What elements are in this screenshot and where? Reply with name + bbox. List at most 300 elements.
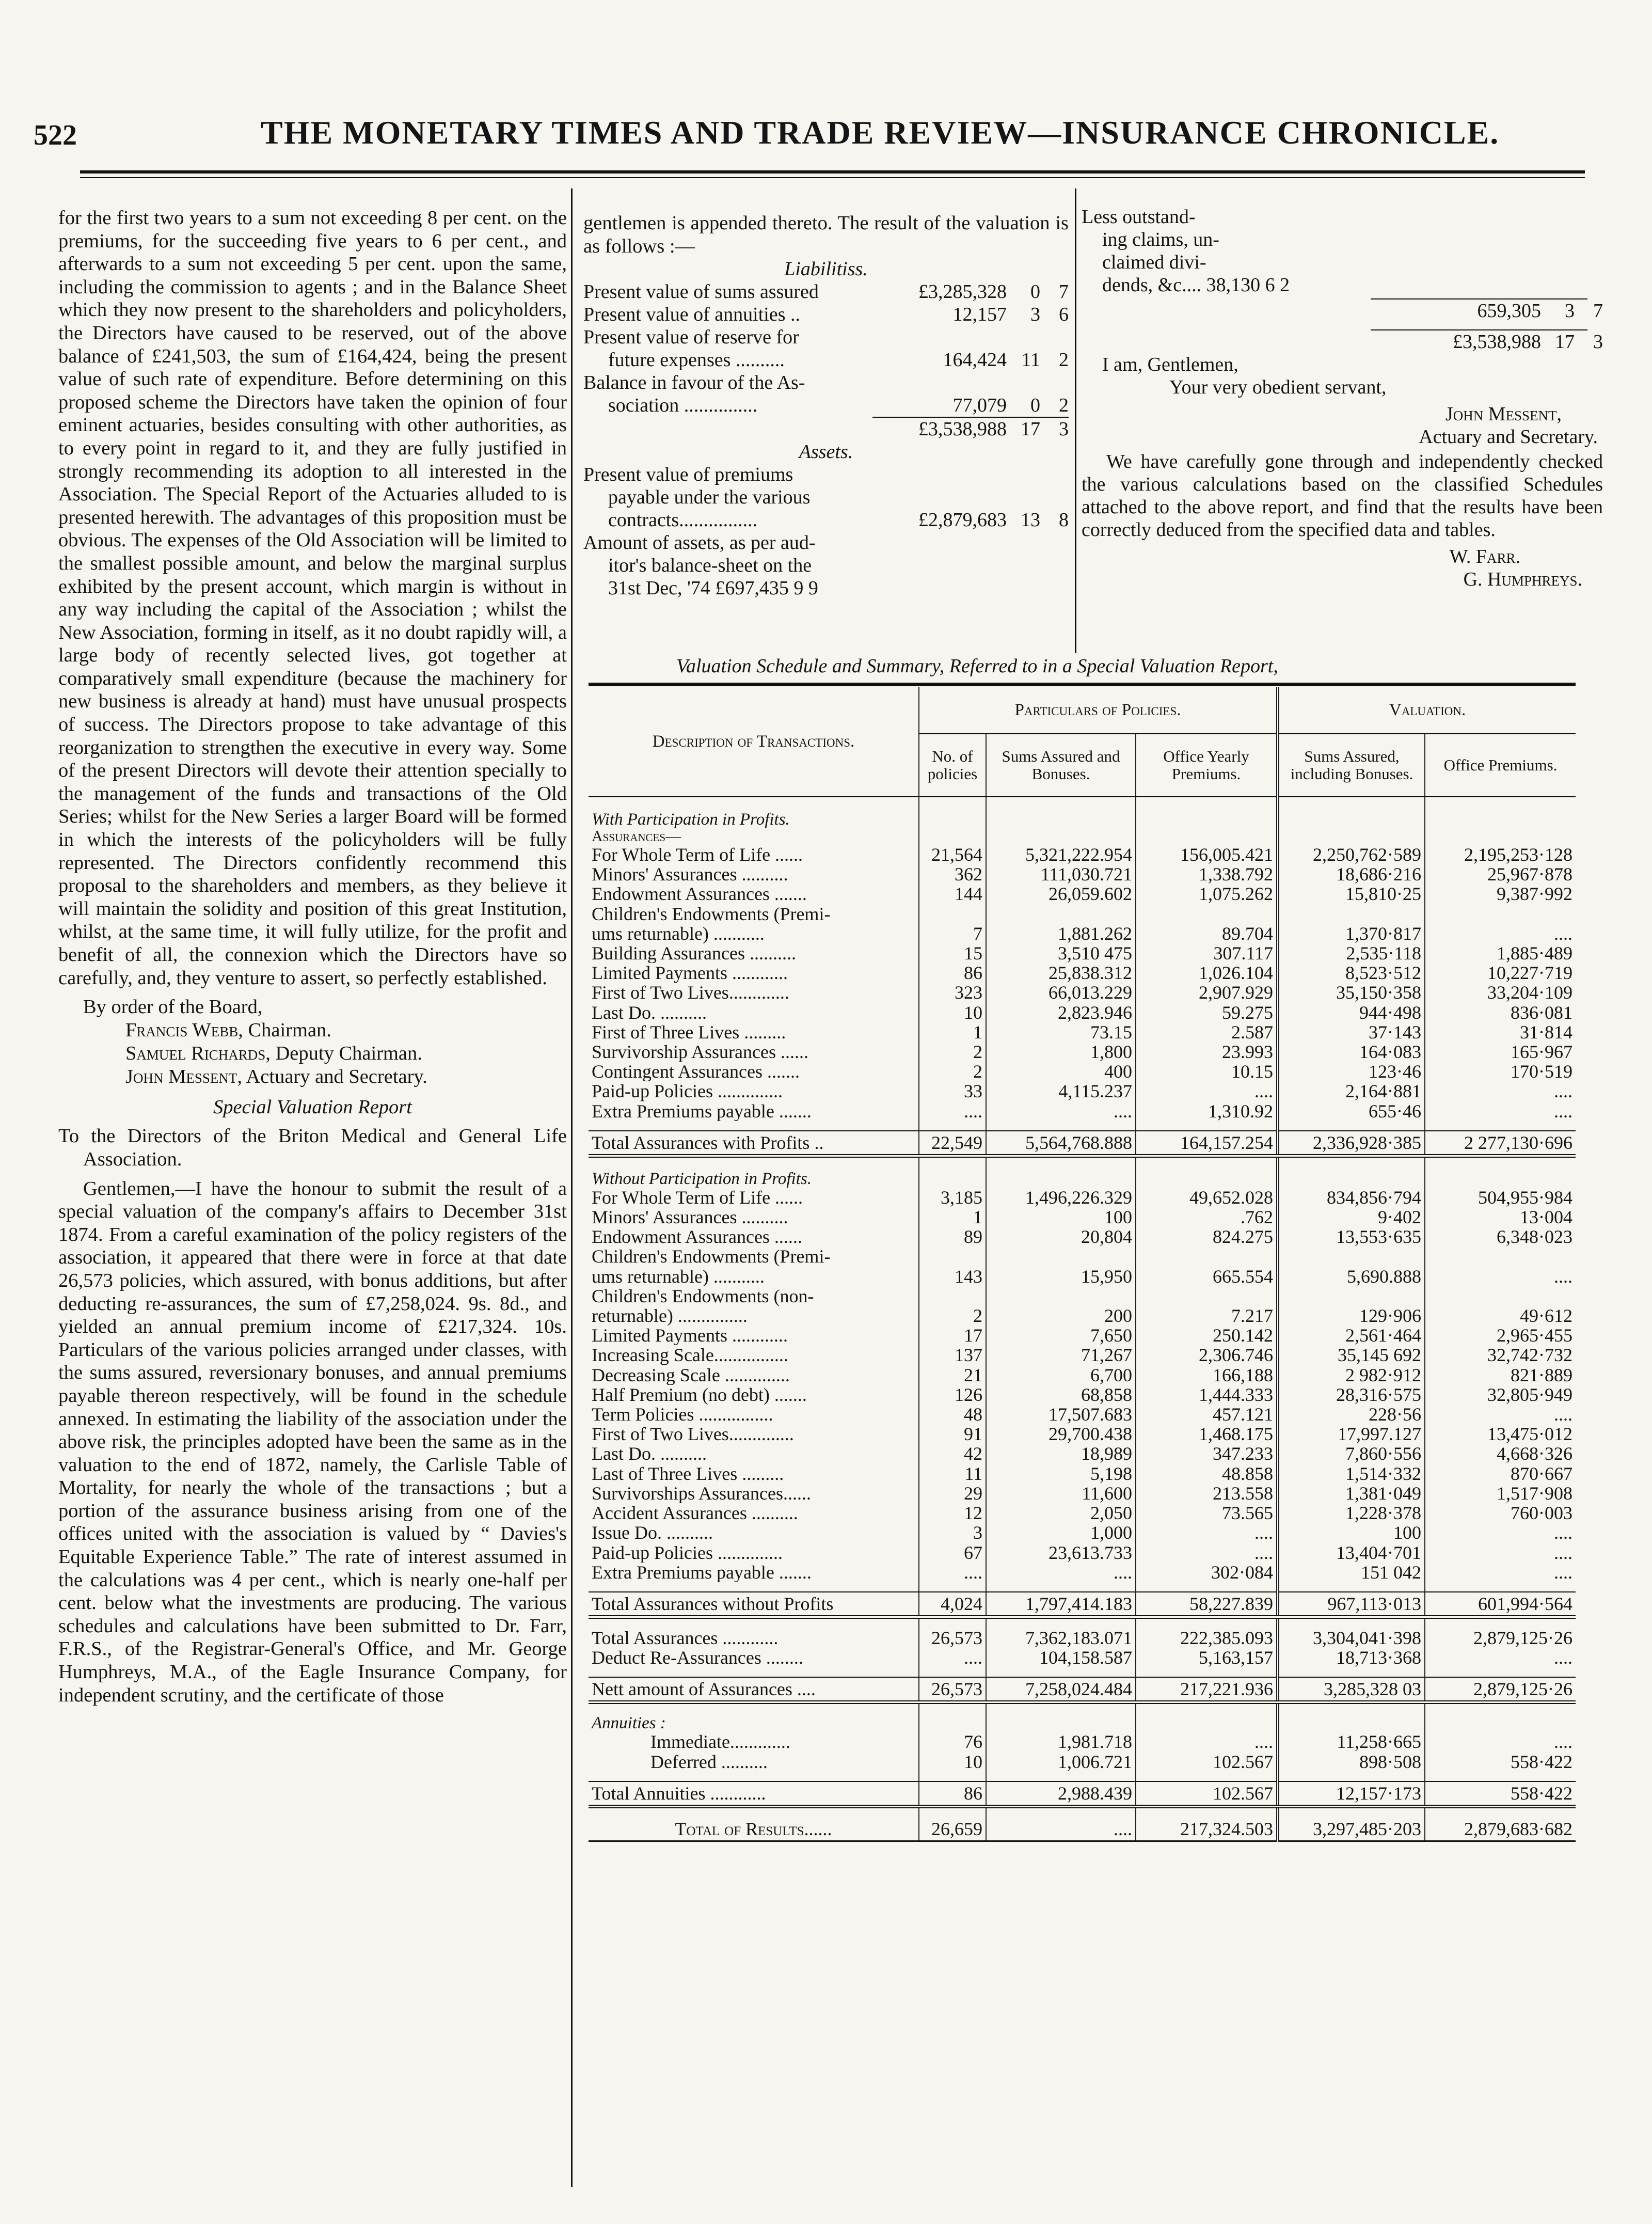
row-value: 601,994·564 xyxy=(1425,1592,1576,1617)
row-value: 15,950 xyxy=(986,1267,1136,1286)
row-value: 307.117 xyxy=(1136,943,1278,963)
running-title: THE MONETARY TIMES AND TRADE REVIEW—INSURANCE CHRONICLE. xyxy=(261,114,1500,151)
statement-intro: gentlemen is appended thereto. The result of the valuation is as follows :— xyxy=(583,212,1069,257)
table-row xyxy=(589,1267,1576,1286)
liabilities-heading: Liabilitiss. xyxy=(784,258,868,280)
row-value: 1 xyxy=(919,1207,986,1227)
row-value: 558·422 xyxy=(1425,1781,1576,1807)
row-value: 2,879,683·682 xyxy=(1425,1818,1576,1841)
less-line: dends, &c.... 38,130 6 2 xyxy=(1102,274,1290,296)
signer-title: Actuary and Secretary. xyxy=(1419,426,1598,448)
subsection-heading: Assurances— xyxy=(589,828,1576,845)
row-value: .... xyxy=(919,1101,986,1121)
row-value: 222,385.093 xyxy=(1136,1628,1278,1648)
row-description: Limited Payments ............ xyxy=(592,1326,788,1346)
row-description: Children's Endowments (non- xyxy=(592,1286,814,1306)
row-description: Term Policies ................ xyxy=(592,1405,773,1425)
row-value: 12,157·173 xyxy=(1278,1781,1425,1807)
row-value: 104,158.587 xyxy=(986,1648,1136,1667)
row-value: 48.858 xyxy=(1136,1464,1278,1484)
row-value xyxy=(1425,1247,1576,1266)
statement-line: payable under the various xyxy=(608,486,811,509)
row-value: 25,967·878 xyxy=(1425,864,1576,884)
section-heading: Annuities : xyxy=(589,1702,1576,1732)
row-value: 156,005.421 xyxy=(1136,845,1278,864)
assets-list xyxy=(583,463,1069,600)
spacer-row xyxy=(589,1772,1576,1781)
row-value: 22,549 xyxy=(919,1131,986,1156)
table-row xyxy=(589,904,1576,924)
table-row xyxy=(589,1405,1576,1424)
statement-line: Balance in favour of the As- xyxy=(583,372,805,394)
row-description: Last of Three Lives ......... xyxy=(592,1463,784,1484)
row-value: 1,000 xyxy=(986,1523,1136,1542)
row-value: 21,564 xyxy=(919,845,986,864)
row-value: 5,690.888 xyxy=(1278,1267,1425,1286)
row-value: 1,496,226.329 xyxy=(986,1188,1136,1207)
row-value: 3,285,328 03 xyxy=(1278,1677,1425,1702)
header-particulars: Particulars of Policies. xyxy=(919,687,1278,734)
row-value: 6,348·023 xyxy=(1425,1227,1576,1247)
statement-line: 31st Dec, '74 £697,435 9 9 xyxy=(608,577,818,600)
row-value: .... xyxy=(1425,1563,1576,1582)
row-value: 71,267 xyxy=(986,1345,1136,1365)
table-row xyxy=(589,1484,1576,1503)
row-value: 898·508 xyxy=(1278,1752,1425,1772)
row-description: Paid-up Policies .............. xyxy=(592,1081,783,1101)
row-description: Endowment Assurances ...... xyxy=(592,1227,802,1247)
row-value: 67 xyxy=(919,1543,986,1563)
column-divider xyxy=(571,188,573,2187)
row-description: Contingent Assurances ....... xyxy=(592,1062,800,1082)
row-value: .... xyxy=(1425,1267,1576,1286)
row-value: 32,742·732 xyxy=(1425,1345,1576,1365)
report-heading: Special Valuation Report xyxy=(213,1096,412,1118)
certifier: W. Farr. xyxy=(1449,546,1520,567)
row-value: 2,250,762·589 xyxy=(1278,845,1425,864)
row-value: 20,804 xyxy=(986,1227,1136,1247)
row-value: 170·519 xyxy=(1425,1062,1576,1081)
row-value xyxy=(1278,1286,1425,1306)
row-value: 9,387·992 xyxy=(1425,884,1576,904)
row-value: 1,338.792 xyxy=(1136,864,1278,884)
row-value: 7.217 xyxy=(1136,1306,1278,1326)
row-value: 347.233 xyxy=(1136,1444,1278,1463)
row-description: Half Premium (no debt) ....... xyxy=(592,1384,807,1405)
spacer-row xyxy=(589,1582,1576,1592)
table-row xyxy=(589,884,1576,904)
row-description: Last Do. .......... xyxy=(592,1444,707,1464)
row-value: 558·422 xyxy=(1425,1752,1576,1772)
row-value: 151 042 xyxy=(1278,1563,1425,1582)
table-row xyxy=(589,1247,1576,1266)
row-value: 73.565 xyxy=(1136,1503,1278,1523)
row-value: 665.554 xyxy=(1136,1267,1278,1286)
row-value: 7,258,024.484 xyxy=(986,1677,1136,1702)
signer-name: John Messent, xyxy=(1445,403,1562,425)
row-value: .... xyxy=(1425,1081,1576,1101)
row-description: ums returnable) ........... xyxy=(592,923,765,944)
row-value: .... xyxy=(1425,1101,1576,1121)
row-description: Accident Assurances .......... xyxy=(592,1503,798,1523)
row-value: 457.121 xyxy=(1136,1405,1278,1424)
table-row xyxy=(589,1062,1576,1081)
table-row xyxy=(589,1424,1576,1444)
row-value: 944·498 xyxy=(1278,1003,1425,1022)
row-value: 2,823.946 xyxy=(986,1003,1136,1022)
row-value: 655·46 xyxy=(1278,1101,1425,1121)
row-value: 164,157.254 xyxy=(1136,1131,1278,1156)
statement-line: sociation ............... 77,079 0 2 xyxy=(608,395,1069,417)
table-row xyxy=(589,1101,1576,1121)
row-value: .... xyxy=(986,1563,1136,1582)
total-row xyxy=(589,1131,1576,1156)
row-value: 3,304,041·398 xyxy=(1278,1628,1425,1648)
total-row xyxy=(589,1592,1576,1617)
spacer-row xyxy=(589,1806,1576,1818)
header-val-sums: Sums Assured, including Bonuses. xyxy=(1278,734,1425,797)
table-row xyxy=(589,943,1576,963)
statement-line: future expenses .......... 164,424 11 2 xyxy=(608,349,1069,371)
row-value: 164·083 xyxy=(1278,1042,1425,1062)
row-value: 1,885·489 xyxy=(1425,943,1576,963)
liabilities-list xyxy=(583,280,1069,417)
assets-heading: Assets. xyxy=(799,441,853,463)
header-val-premiums: Office Premiums. xyxy=(1425,734,1576,797)
row-value: 1,310.92 xyxy=(1136,1101,1278,1121)
table-row xyxy=(589,1385,1576,1405)
row-value: 18,713·368 xyxy=(1278,1648,1425,1667)
row-value: 15,810·25 xyxy=(1278,884,1425,904)
row-value: 504,955·984 xyxy=(1425,1188,1576,1207)
row-description: Increasing Scale................ xyxy=(592,1345,788,1365)
row-value: .... xyxy=(1425,1405,1576,1424)
row-description: Nett amount of Assurances .... xyxy=(589,1677,919,1702)
row-value: 2 982·912 xyxy=(1278,1365,1425,1385)
row-value: 8,523·512 xyxy=(1278,963,1425,983)
row-value: 4,668·326 xyxy=(1425,1444,1576,1463)
table-row xyxy=(589,1628,1576,1648)
row-value: 37·143 xyxy=(1278,1022,1425,1042)
table-row xyxy=(589,1227,1576,1247)
row-description: First of Three Lives ......... xyxy=(592,1022,786,1043)
row-description: Building Assurances .......... xyxy=(592,943,796,964)
table-row xyxy=(589,1286,1576,1306)
statement-line: Present value of annuities .. 12,157 3 6 xyxy=(583,304,1069,326)
row-value: 11,600 xyxy=(986,1484,1136,1503)
row-value: 10 xyxy=(919,1752,986,1772)
row-value: 111,030.721 xyxy=(986,864,1136,884)
row-value: 4,115.237 xyxy=(986,1081,1136,1101)
row-value: .... xyxy=(1425,1648,1576,1667)
row-value: 126 xyxy=(919,1385,986,1405)
section-heading: With Participation in Profits. xyxy=(589,797,1576,828)
row-value: 1,370·817 xyxy=(1278,924,1425,943)
table-row xyxy=(589,1345,1576,1365)
row-value: 86 xyxy=(919,963,986,983)
row-value xyxy=(1136,1247,1278,1266)
row-description: Children's Endowments (Premi- xyxy=(592,904,831,924)
row-value: 18,686·216 xyxy=(1278,864,1425,884)
row-value: 2,306.746 xyxy=(1136,1345,1278,1365)
row-value xyxy=(986,904,1136,924)
row-value: 1,797,414.183 xyxy=(986,1592,1136,1617)
row-value: 7,650 xyxy=(986,1326,1136,1345)
row-value xyxy=(919,1247,986,1266)
row-value xyxy=(986,1286,1136,1306)
row-value: 11 xyxy=(919,1464,986,1484)
addressee: To the Directors of the Briton Medical and General Life Association. xyxy=(58,1125,567,1170)
row-description: Paid-up Policies .............. xyxy=(592,1542,783,1563)
row-value: 137 xyxy=(919,1345,986,1365)
paragraph: Gentlemen,—I have the honour to submit the result of a special valuation of the company's affairs to December 31st 1874. From a careful examination of the policy registers of the association, it appeared that there were in force at that date 26,573 policies, which assured, with bonus additions, but after deducting re-assurances, the sum of £7,258,024. 9s. 8d., and yielded an annual premium income of £217,324. 10s. Particulars of the various policies arranged under classes, with the sums assured, reversionary bonuses, and annual premiums payable thereon respectively, will be found in the schedule annexed. In estimating the liability of the association under the above risk, the principles adopted have been the same as in the valuation to the end of 1872, namely, the Carlisle Table of Mortality, for nearly the whole of the transactions ; but a portion of the assurance business arising from one of the offices united with the association is valued by “ Davies's Equitable Experience Table.” The rate of interest assumed in the calculations was 4 per cent., which is nearly one-half per cent. below what the investments are producing. The various schedules and calculations have been submitted to Dr. Farr, F.R.S., of the Registrar-General's Office, and Mr. George Humphreys, M.A., of the Eagle Insurance Company, for independent scrutiny, and the certificate of those xyxy=(58,1177,567,1706)
row-value: 89 xyxy=(919,1227,986,1247)
table-row xyxy=(589,1523,1576,1542)
valuation-statement xyxy=(583,212,1069,600)
row-value: 302·084 xyxy=(1136,1563,1278,1582)
row-value: 42 xyxy=(919,1444,986,1463)
table-row xyxy=(589,1648,1576,1667)
left-column xyxy=(58,207,567,1707)
schedule-caption: Valuation Schedule and Summary, Referred to in a Special Valuation Report, xyxy=(676,655,1278,677)
certifier: G. Humphreys. xyxy=(1463,569,1582,590)
row-description: Children's Endowments (Premi- xyxy=(592,1247,831,1267)
row-value: 15 xyxy=(919,943,986,963)
less-line: ing claims, un- xyxy=(1102,229,1219,250)
table-row xyxy=(589,1022,1576,1042)
spacer-row xyxy=(589,1617,1576,1628)
table-row xyxy=(589,1503,1576,1523)
row-value: .... xyxy=(986,1101,1136,1121)
row-description: Last Do. .......... xyxy=(592,1002,707,1022)
row-description: Extra Premiums payable ....... xyxy=(592,1101,812,1121)
row-value: .762 xyxy=(1136,1207,1278,1227)
row-value: 49·612 xyxy=(1425,1306,1576,1326)
less-line: claimed divi- xyxy=(1102,251,1206,273)
row-value: 26,573 xyxy=(919,1677,986,1702)
row-value: .... xyxy=(919,1563,986,1582)
row-description: Survivorship Assurances ...... xyxy=(592,1042,808,1062)
row-value: 23.993 xyxy=(1136,1042,1278,1062)
row-value: 760·003 xyxy=(1425,1503,1576,1523)
row-description: Minors' Assurances .......... xyxy=(592,864,788,885)
row-value: 12 xyxy=(919,1503,986,1523)
row-value: 17,997.127 xyxy=(1278,1424,1425,1444)
row-value: 2 xyxy=(919,1062,986,1081)
row-value: .... xyxy=(919,1648,986,1667)
row-description: Issue Do. .......... xyxy=(592,1523,713,1543)
row-value: 1,981.718 xyxy=(986,1732,1136,1752)
row-value: 13,553·635 xyxy=(1278,1227,1425,1247)
statement-line: contracts................ £2,879,683 13 8 xyxy=(608,509,1069,531)
table-top-rule xyxy=(589,683,1576,686)
row-value: 59.275 xyxy=(1136,1003,1278,1022)
row-value: .... xyxy=(1136,1543,1278,1563)
row-value: 836·081 xyxy=(1425,1003,1576,1022)
row-description: Extra Premiums payable ....... xyxy=(592,1562,812,1582)
table-row xyxy=(589,1042,1576,1062)
header-description: Description of Transactions. xyxy=(589,687,919,797)
row-value: 250.142 xyxy=(1136,1326,1278,1345)
row-description: First of Two Lives.............. xyxy=(592,1424,794,1444)
row-value: 35,145 692 xyxy=(1278,1345,1425,1365)
row-value: 31·814 xyxy=(1425,1022,1576,1042)
row-value: 1,006.721 xyxy=(986,1752,1136,1772)
row-value: 18,989 xyxy=(986,1444,1136,1463)
row-value: 10,227·719 xyxy=(1425,963,1576,983)
row-value xyxy=(1425,1286,1576,1306)
row-value: 870·667 xyxy=(1425,1464,1576,1484)
row-value: 1 xyxy=(919,1022,986,1042)
section-heading: Without Participation in Profits. xyxy=(589,1156,1576,1188)
row-value: 3 xyxy=(919,1523,986,1542)
row-value xyxy=(919,904,986,924)
row-value: 2,195,253·128 xyxy=(1425,845,1576,864)
row-value: 2,988.439 xyxy=(986,1781,1136,1807)
statement-line: Present value of reserve for xyxy=(583,326,799,349)
row-value: 1,514·332 xyxy=(1278,1464,1425,1484)
row-value: 129·906 xyxy=(1278,1306,1425,1326)
row-value: 217,221.936 xyxy=(1136,1677,1278,1702)
row-value: 2,879,125·26 xyxy=(1425,1677,1576,1702)
row-value: 123·46 xyxy=(1278,1062,1425,1081)
net-line: 659,305 3 7 xyxy=(1477,300,1603,322)
row-value: 91 xyxy=(919,1424,986,1444)
row-value: 967,113·013 xyxy=(1278,1592,1425,1617)
row-value: 5,163,157 xyxy=(1136,1648,1278,1667)
row-value: 2,050 xyxy=(986,1503,1136,1523)
signatory: John Messent, Actuary and Secretary. xyxy=(125,1065,427,1087)
closing: I am, Gentlemen, xyxy=(1102,354,1238,375)
row-value: 29,700.438 xyxy=(986,1424,1136,1444)
row-value: 2,164·881 xyxy=(1278,1081,1425,1101)
row-value: 2.587 xyxy=(1136,1022,1278,1042)
row-value: 362 xyxy=(919,864,986,884)
header-sums-assured: Sums Assured and Bonuses. xyxy=(986,734,1136,797)
row-value: 166,188 xyxy=(1136,1365,1278,1385)
row-value: 228·56 xyxy=(1278,1405,1425,1424)
table-row xyxy=(589,1326,1576,1345)
liabilities-total: £3,538,988 17 3 xyxy=(918,418,1069,440)
column-divider-right xyxy=(1075,188,1076,653)
row-value: 3,510 475 xyxy=(986,943,1136,963)
header-rule-thin xyxy=(80,177,1585,178)
nett-row xyxy=(589,1677,1576,1702)
table-row xyxy=(589,845,1576,864)
row-description: Deduct Re-Assurances ........ xyxy=(592,1648,803,1668)
row-value: 834,856·794 xyxy=(1278,1188,1425,1207)
row-value: 1,800 xyxy=(986,1042,1136,1062)
row-description: Deferred .......... xyxy=(650,1752,768,1772)
row-value: .... xyxy=(1136,1081,1278,1101)
row-value xyxy=(1136,904,1278,924)
row-value: 2,561·464 xyxy=(1278,1326,1425,1345)
statement-line: Present value of premiums xyxy=(583,464,793,486)
table-row xyxy=(589,864,1576,884)
row-value: 821·889 xyxy=(1425,1365,1576,1385)
row-value: 5,198 xyxy=(986,1464,1136,1484)
row-value: 400 xyxy=(986,1062,1136,1081)
statement-line: Present value of sums assured £3,285,328 0 7 xyxy=(583,281,1069,303)
spacer-row xyxy=(589,1121,1576,1131)
row-value: 10 xyxy=(919,1003,986,1022)
table-row xyxy=(589,1365,1576,1385)
row-value: 33,204·109 xyxy=(1425,983,1576,1002)
row-value: 13,475·012 xyxy=(1425,1424,1576,1444)
row-value: 1,444.333 xyxy=(1136,1385,1278,1405)
row-value: 1,075.262 xyxy=(1136,884,1278,904)
row-value: 13·004 xyxy=(1425,1207,1576,1227)
closing-2: Your very obedient servant, xyxy=(1169,376,1387,398)
row-value: 7 xyxy=(919,924,986,943)
row-value: 1,881.262 xyxy=(986,924,1136,943)
row-value: 35,150·358 xyxy=(1278,983,1425,1002)
table-row xyxy=(589,1188,1576,1207)
row-value xyxy=(1278,904,1425,924)
row-value: 9·402 xyxy=(1278,1207,1425,1227)
row-value: 3,185 xyxy=(919,1188,986,1207)
row-value: 323 xyxy=(919,983,986,1002)
table-row xyxy=(589,1752,1576,1772)
row-description: Total Assurances without Profits xyxy=(589,1592,919,1617)
row-value: 5,321,222.954 xyxy=(986,845,1136,864)
row-value: 17 xyxy=(919,1326,986,1345)
header-rule xyxy=(80,170,1585,173)
row-description: Limited Payments ............ xyxy=(592,963,788,983)
row-value: 26,659 xyxy=(919,1818,986,1841)
row-value: 165·967 xyxy=(1425,1042,1576,1062)
spacer-row xyxy=(589,1667,1576,1677)
row-value: .... xyxy=(1136,1732,1278,1752)
row-value: 26,059.602 xyxy=(986,884,1136,904)
header-office-premiums: Office Yearly Premiums. xyxy=(1136,734,1278,797)
statement-line: Amount of assets, as per aud- xyxy=(583,532,816,554)
row-value xyxy=(919,1286,986,1306)
row-value: 144 xyxy=(919,884,986,904)
row-value: 2 xyxy=(919,1306,986,1326)
signatory: Samuel Richards, Deputy Chairman. xyxy=(125,1042,422,1064)
row-description: ums returnable) ........... xyxy=(592,1266,765,1286)
table-row xyxy=(589,1003,1576,1022)
row-value: .... xyxy=(1136,1523,1278,1542)
row-value: 7,860·556 xyxy=(1278,1444,1425,1463)
valuation-schedule xyxy=(589,687,1576,1842)
row-value: 32,805·949 xyxy=(1425,1385,1576,1405)
statement-line: itor's balance-sheet on the xyxy=(608,555,812,577)
header-valuation: Valuation. xyxy=(1278,687,1576,734)
row-value: 6,700 xyxy=(986,1365,1136,1385)
row-value: 102.567 xyxy=(1136,1752,1278,1772)
table-row xyxy=(589,1306,1576,1326)
row-value: 29 xyxy=(919,1484,986,1503)
row-value xyxy=(986,1247,1136,1266)
row-value: 25,838.312 xyxy=(986,963,1136,983)
row-value: 28,316·575 xyxy=(1278,1385,1425,1405)
row-value xyxy=(1136,1286,1278,1306)
row-value: 2 xyxy=(919,1042,986,1062)
row-value: .... xyxy=(1425,1732,1576,1752)
table-row xyxy=(589,1543,1576,1563)
table-row xyxy=(589,1081,1576,1101)
row-description: Total of Results...... xyxy=(589,1818,919,1841)
row-value: 824.275 xyxy=(1136,1227,1278,1247)
row-description: For Whole Term of Life ...... xyxy=(592,1187,803,1208)
row-value: .... xyxy=(986,1818,1136,1841)
row-description: Total Assurances with Profits .. xyxy=(589,1131,919,1156)
grand-total-row xyxy=(589,1818,1576,1841)
page-header xyxy=(34,114,1634,160)
by-order-line: By order of the Board, xyxy=(83,996,263,1018)
